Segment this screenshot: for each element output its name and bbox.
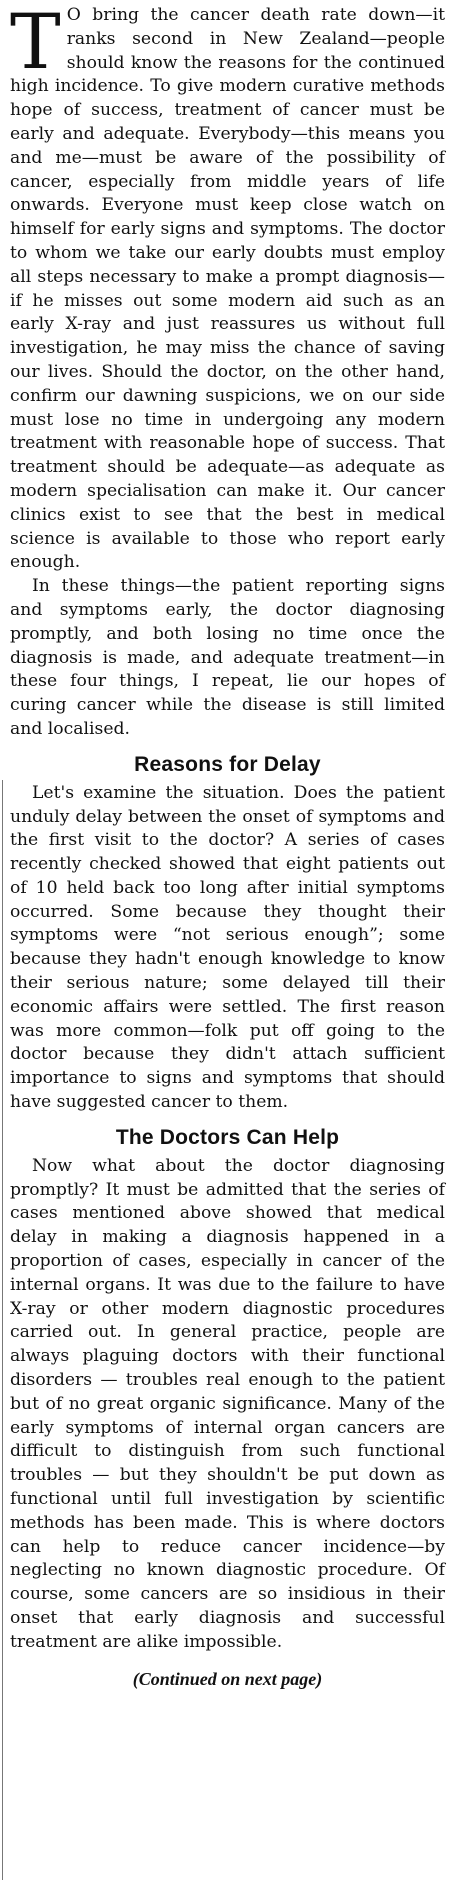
heading-doctors-can-help: The Doctors Can Help [115,1125,340,1149]
heading-reasons-for-delay: Reasons for Delay [134,752,321,776]
paragraph-intro-text: O bring the cancer death rate down—it ranks second in New Zealand—people should know the reasons for the continued high incidence. To give modern curative methods hope of success, treatment of cancer must be early and adequate. Everybody—this means you and me—must be aware of the possibility of cancer, especially from middle years of life onwards. Everyone must keep close watch on himself for early signs and symptoms. The doctor to whom we take our early doubts must employ all steps necessary to make a prompt diagnosis—if he misses out some modern aid such as an early X-ray and just reassures us without full investigation, he may miss the chance of saving our lives. Should the doctor, on the other hand, confirm our dawning suspicions, we on our side must lose no time in undergoing any modern treatment with reasonable hope of success. That treatment should be adequate—as adequate as modern specialisation can make it. Our cancer clinics exist to see that the best in medical science is available to those who report early enough. [10,5,445,573]
paragraph-reasons: Let's examine the situation. Does the patient unduly delay between the onset of symptoms and the first visit to the doctor? A series of cases recently checked showed that eight patients out of 10 held back too long after initial symptoms occurred. Some because they thought their symptoms were “not serious enough”; some because they hadn't enough knowledge to know their serious nature; some delayed till their economic affairs were settled. The first reason was more common—folk put off going to the doctor because they didn't attach sufficient importance to signs and symptoms that should have suggested cancer to them. [10,782,445,1113]
continued-note: (Continued on next page) [132,1668,323,1689]
paragraph-doctors: Now what about the doctor diagnosing promptly? It must be admitted that the series of cases mentioned above showed that medical delay in making a diagnosis happened in a proportion of cases, especially in cancer of the internal organs. It was due to the failure to have X-ray or other modern diagnostic procedures carried out. In general practice, people are always plaguing doctors with their functional disorders — troubles real enough to the patient but of no great organic significance. Many of the early symptoms of internal organ cancers are difficult to distinguish from such functional troubles — but they shouldn't be put down as functional until full investigation by scientific methods has been made. This is where doctors can help to reduce cancer incidence—by neglecting no known diagnostic procedure. Of course, some cancers are so insidious in their onset that early diagnosis and successful treatment are alike impossible. [10,1155,445,1652]
column-rule [2,780,3,1880]
paragraph-four-things: In these things—the patient reporting signs and symptoms early, the doctor diagnosing promptly, and both losing no time once the diagnosis is made, and adequate treatment—in these four things, I repeat, lie our hopes of curing cancer while the disease is still limited and localised. [10,576,445,739]
drop-cap: T [10,0,61,86]
paragraph-intro [10,0,445,575]
